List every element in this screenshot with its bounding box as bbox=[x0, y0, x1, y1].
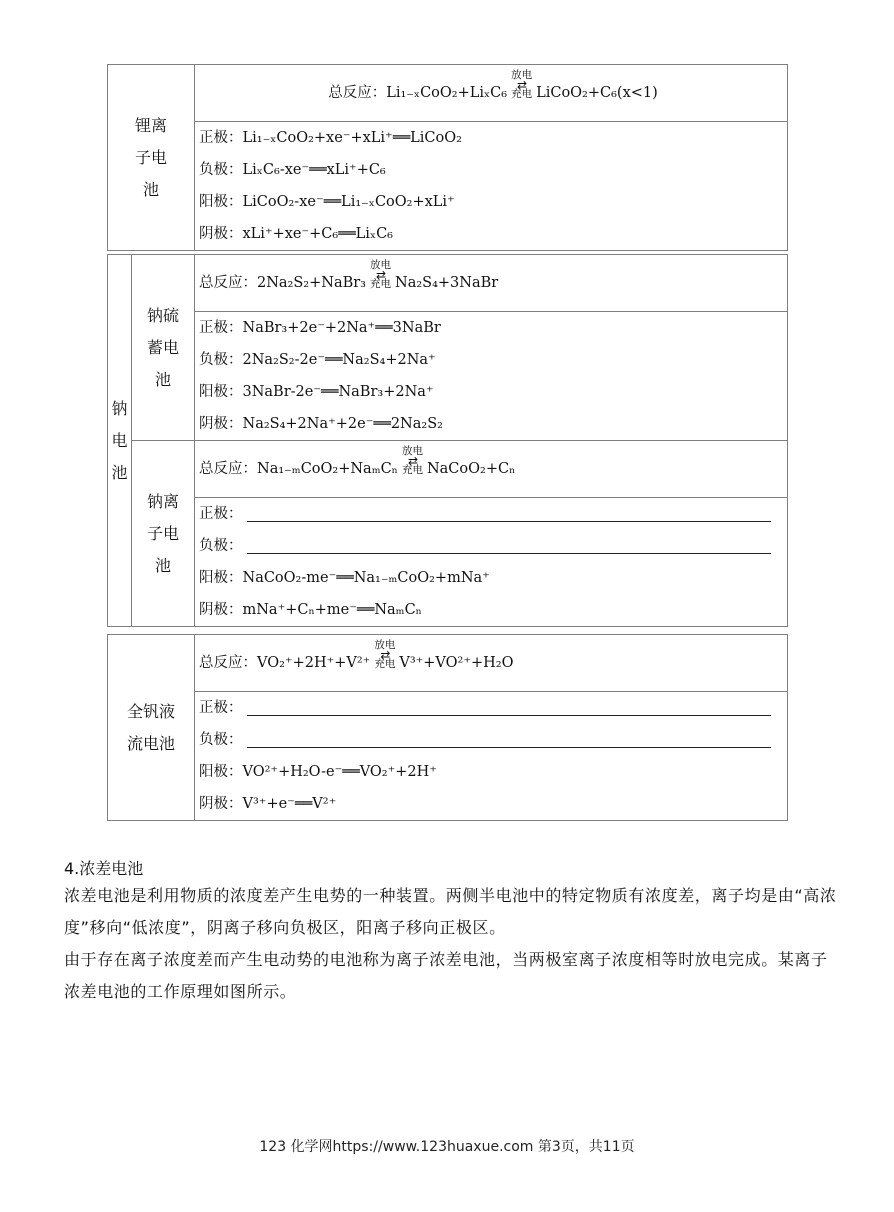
total-reaction-label: 总反应： bbox=[199, 275, 257, 291]
category-line: 全钒液 bbox=[126, 701, 175, 721]
category-line: 子电 bbox=[146, 523, 179, 543]
lithium-category-cell bbox=[108, 65, 195, 251]
sodium-ion-total-row bbox=[108, 441, 788, 498]
lithium-electrode-equations bbox=[195, 122, 788, 251]
sodium-group-line: 池 bbox=[111, 462, 128, 482]
lithium-category-line: 池 bbox=[142, 179, 159, 199]
reactants: VO₂⁺+2H⁺+V²⁺ bbox=[257, 655, 371, 671]
reversible-arrow-icon: 放电 ⇄ 充电 bbox=[370, 259, 391, 290]
reactants: Li₁₋ₓCoO₂+LiₓC₆ bbox=[386, 85, 508, 101]
electrode-equation bbox=[199, 218, 787, 250]
vanadium-electrode-equations bbox=[195, 692, 788, 821]
products: LiCoO₂+C₆(x<1) bbox=[536, 85, 658, 101]
electrode-label: 正极： bbox=[199, 130, 243, 146]
paragraph: 浓差电池是利用物质的浓度差产生电势的一种装置。两侧半电池中的特定物质有浓度差，离子均是由“高浓度”移向“低浓度”，阴离子移向负极区，阳离子移向正极区。 bbox=[64, 886, 837, 937]
equation-text: xLi⁺+xe⁻+C₆══LiₓC₆ bbox=[242, 226, 393, 242]
equation-text: Na₂S₄+2Na⁺+2e⁻══2Na₂S₂ bbox=[242, 416, 443, 432]
lithium-total-row bbox=[108, 65, 788, 122]
answer-blank[interactable] bbox=[247, 521, 771, 522]
electrode-label: 阴极： bbox=[199, 602, 243, 618]
sodium-sulfur-total-row bbox=[108, 255, 788, 312]
electrode-label: 正极： bbox=[199, 700, 243, 716]
answer-blank[interactable] bbox=[247, 715, 771, 716]
sodium-sulfur-total-reaction bbox=[195, 255, 788, 312]
reversible-arrow-icon: 放电 ⇄ 充电 bbox=[401, 445, 423, 476]
answer-blank[interactable] bbox=[247, 747, 771, 748]
page-footer: 123 化学网https://www.123huaxue.com 第3页，共11页 bbox=[259, 1139, 635, 1155]
sodium-sulfur-electrode-equations bbox=[195, 312, 788, 441]
equation-text: VO²⁺+H₂O-e⁻══VO₂⁺+2H⁺ bbox=[242, 764, 437, 780]
battery-reaction-table bbox=[107, 64, 788, 251]
sodium-ion-total-reaction bbox=[195, 441, 788, 498]
electrode-equation bbox=[199, 562, 787, 594]
reversible-arrow-icon: 放电 ⇄ 充电 bbox=[374, 639, 396, 670]
electrode-label: 阴极： bbox=[199, 416, 243, 432]
electrode-label: 负极： bbox=[199, 352, 243, 368]
category-line: 蓄电 bbox=[146, 337, 179, 357]
vanadium-total-row bbox=[108, 635, 788, 692]
vanadium-battery-table bbox=[107, 634, 788, 821]
electrode-equation bbox=[199, 756, 787, 788]
charge-label: 充电 bbox=[370, 278, 391, 290]
electrode-equation bbox=[199, 186, 787, 218]
sodium-sulfur-electrode-row bbox=[108, 312, 788, 441]
electrode-label: 阳极： bbox=[199, 194, 243, 210]
electrode-equation bbox=[199, 724, 787, 756]
electrode-label: 阳极： bbox=[199, 570, 243, 586]
total-reaction-label: 总反应： bbox=[328, 85, 387, 101]
sodium-ion-electrode-equations bbox=[195, 498, 788, 627]
charge-label: 充电 bbox=[374, 658, 396, 670]
electrode-equation bbox=[199, 154, 787, 186]
electrode-equation bbox=[199, 692, 787, 724]
reactants: Na₁₋ₘCoO₂+NaₘCₙ bbox=[257, 461, 398, 477]
electrode-label: 负极： bbox=[199, 732, 243, 748]
electrode-label: 阴极： bbox=[199, 796, 243, 812]
equation-text: NaBr₃+2e⁻+2Na⁺══3NaBr bbox=[242, 320, 441, 336]
sodium-group-line: 电 bbox=[111, 430, 128, 450]
category-line: 钠离 bbox=[146, 491, 179, 511]
sodium-group-cell bbox=[108, 255, 132, 627]
category-line: 钠硫 bbox=[146, 305, 179, 325]
equation-text: mNa⁺+Cₙ+me⁻══NaₘCₙ bbox=[242, 602, 422, 618]
electrode-label: 正极： bbox=[199, 320, 243, 336]
electrode-equation bbox=[199, 498, 787, 530]
discharge-label: 放电 bbox=[511, 69, 533, 81]
lithium-total-reaction bbox=[195, 65, 788, 122]
products: NaCoO₂+Cₙ bbox=[426, 461, 516, 477]
equation-text: Li₁₋ₓCoO₂+xe⁻+xLi⁺══LiCoO₂ bbox=[242, 130, 462, 146]
products: Na₂S₄+3NaBr bbox=[395, 275, 499, 291]
equation-text: LiₓC₆-xe⁻══xLi⁺+C₆ bbox=[242, 162, 386, 178]
electrode-equation bbox=[199, 344, 787, 376]
equation-text: 3NaBr-2e⁻══NaBr₃+2Na⁺ bbox=[242, 384, 434, 400]
vanadium-electrode-row bbox=[108, 692, 788, 821]
electrode-equation bbox=[199, 594, 787, 626]
sodium-battery-table bbox=[107, 254, 788, 627]
vanadium-category-cell bbox=[108, 635, 195, 821]
category-line: 池 bbox=[154, 555, 171, 575]
electrode-equation bbox=[199, 530, 787, 562]
electrode-label: 正极： bbox=[199, 506, 243, 522]
vanadium-total-reaction bbox=[195, 635, 788, 692]
electrode-label: 阳极： bbox=[199, 384, 243, 400]
total-reaction-label: 总反应： bbox=[199, 461, 257, 477]
answer-blank[interactable] bbox=[247, 553, 771, 554]
electrode-equation bbox=[199, 122, 787, 154]
electrode-label: 负极： bbox=[199, 538, 243, 554]
electrode-equation bbox=[199, 408, 787, 440]
paragraph: 由于存在离子浓度差而产生电动势的电池称为离子浓差电池，当两极室离子浓度相等时放电完成。某离子浓差电池的工作原理如图所示。 bbox=[64, 950, 828, 1001]
electrode-label: 负极： bbox=[199, 162, 243, 178]
electrode-equation bbox=[199, 788, 787, 820]
equation-text: V³⁺+e⁻══V²⁺ bbox=[242, 796, 337, 812]
electrode-equation bbox=[199, 376, 787, 408]
electrode-equation bbox=[199, 312, 787, 344]
charge-label: 充电 bbox=[401, 464, 423, 476]
discharge-label: 放电 bbox=[401, 445, 423, 457]
discharge-label: 放电 bbox=[374, 639, 396, 651]
sodium-ion-category-cell bbox=[132, 441, 195, 627]
sodium-group-line: 钠 bbox=[111, 398, 128, 418]
electrode-label: 阳极： bbox=[199, 764, 243, 780]
products: V³⁺+VO²⁺+H₂O bbox=[399, 655, 514, 671]
lithium-category-line: 子电 bbox=[134, 147, 167, 167]
reversible-arrow-icon: 放电 ⇄ 充电 bbox=[511, 69, 533, 100]
category-line: 流电池 bbox=[126, 733, 175, 753]
category-line: 池 bbox=[154, 369, 171, 389]
lithium-category-line: 锂离 bbox=[134, 115, 167, 135]
electrode-label: 阴极： bbox=[199, 226, 243, 242]
section-title: 4.浓差电池 bbox=[64, 859, 144, 878]
lithium-electrode-row bbox=[108, 122, 788, 251]
equation-text: 2Na₂S₂-2e⁻══Na₂S₄+2Na⁺ bbox=[242, 352, 436, 368]
sodium-ion-electrode-row bbox=[108, 498, 788, 627]
discharge-label: 放电 bbox=[370, 259, 391, 271]
reactants: 2Na₂S₂+NaBr₃ bbox=[257, 275, 366, 291]
sodium-sulfur-category-cell bbox=[132, 255, 195, 441]
charge-label: 充电 bbox=[511, 88, 533, 100]
equation-text: NaCoO₂-me⁻══Na₁₋ₘCoO₂+mNa⁺ bbox=[242, 570, 490, 586]
equation-text: LiCoO₂-xe⁻══Li₁₋ₓCoO₂+xLi⁺ bbox=[242, 194, 455, 210]
total-reaction-label: 总反应： bbox=[199, 655, 257, 671]
